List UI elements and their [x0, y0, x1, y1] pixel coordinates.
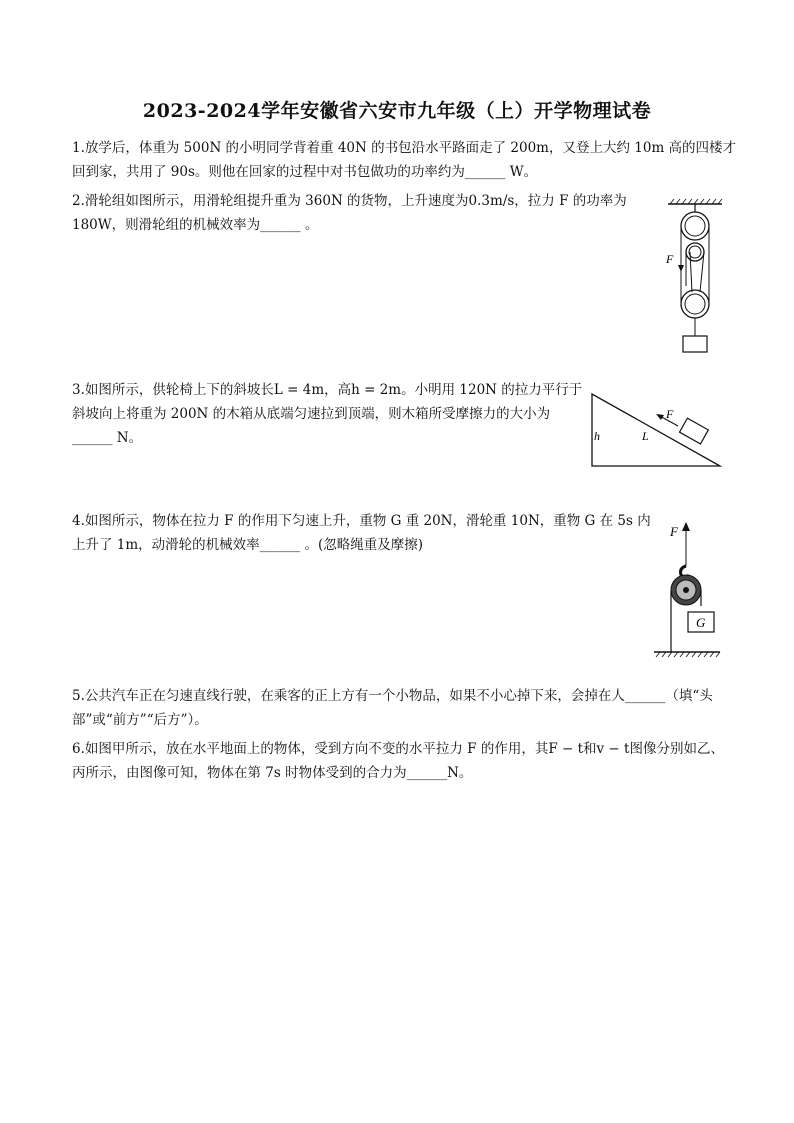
incline-diagram: [586, 388, 726, 472]
question-1-line-1: 1.放学后，体重为 500N 的小明同学背着重 40N 的书包沿水平路面走了 200m，又登上大约 10m 高的四楼才: [72, 140, 737, 156]
question-5: [72, 684, 713, 732]
pulley-pull-force-label: F: [670, 524, 678, 539]
question-1-line-2: 回到家，共用了 90s。则他在回家的过程中对书包做功的功率约为______ W。: [72, 164, 538, 180]
question-4-line-1: 4.如图所示，物体在拉力 F 的作用下匀速上升，重物 G 重 20N，滑轮重 10N，重物 G 在 5s 内: [72, 513, 651, 529]
question-2: [72, 189, 627, 237]
weight-label: G: [696, 615, 706, 630]
question-6-line-2: 丙所示，由图像可知，物体在第 7s 时物体受到的合力为______N。: [72, 765, 473, 781]
incline-figure: [586, 388, 726, 472]
question-4-line-2: 上升了 1m，动滑轮的机械效率______ 。(忽略绳重及摩擦): [72, 537, 424, 553]
question-5-line-2: 部”或“前方”“后方”）。: [72, 712, 208, 728]
incline-force-label: F: [666, 407, 674, 421]
question-4: [72, 509, 651, 557]
pulley-force-label: F: [666, 252, 674, 266]
incline-box: [680, 418, 709, 444]
pulley-load-box: [683, 336, 707, 352]
question-3-line-2: 斜坡向上将重为 200N 的木箱从底端匀速拉到顶端，则木箱所受摩擦力的大小为: [72, 406, 551, 422]
incline-height-label: h: [594, 429, 600, 443]
question-3-line-1: 3.如图所示，供轮椅上下的斜坡长L = 4m，高h = 2m。小明用 120N 的拉力平行于: [72, 382, 583, 398]
page-title: 2023-2024学年安徽省六安市九年级（上）开学物理试卷: [142, 100, 652, 122]
question-5-line-1: 5.公共汽车正在匀速直线行驶，在乘客的正上方有一个小物品，如果不小心掉下来，会掉在人______（填“头: [72, 688, 713, 704]
question-6: [72, 737, 724, 785]
question-3: [72, 378, 582, 450]
question-3-line-3: ______ N。: [72, 430, 143, 446]
question-2-line-1: 2.滑轮组如图所示，用滑轮组提升重为 360N 的货物，上升速度为0.3m/s，拉力 F 的功率为: [72, 193, 627, 209]
movable-pulley-figure: [650, 518, 724, 662]
question-2-line-2: 180W，则滑轮组的机械效率为______ 。: [72, 217, 319, 233]
pulley-block-diagram: [660, 196, 730, 358]
pulley-block-figure: [660, 196, 730, 358]
question-1: [72, 136, 736, 184]
incline-length-label: L: [642, 429, 649, 443]
question-6-line-1: 6.如图甲所示，放在水平地面上的物体，受到方向不变的水平拉力 F 的作用，其F − t和v − t图像分别如乙、: [72, 741, 724, 757]
movable-pulley-diagram: [650, 518, 724, 662]
